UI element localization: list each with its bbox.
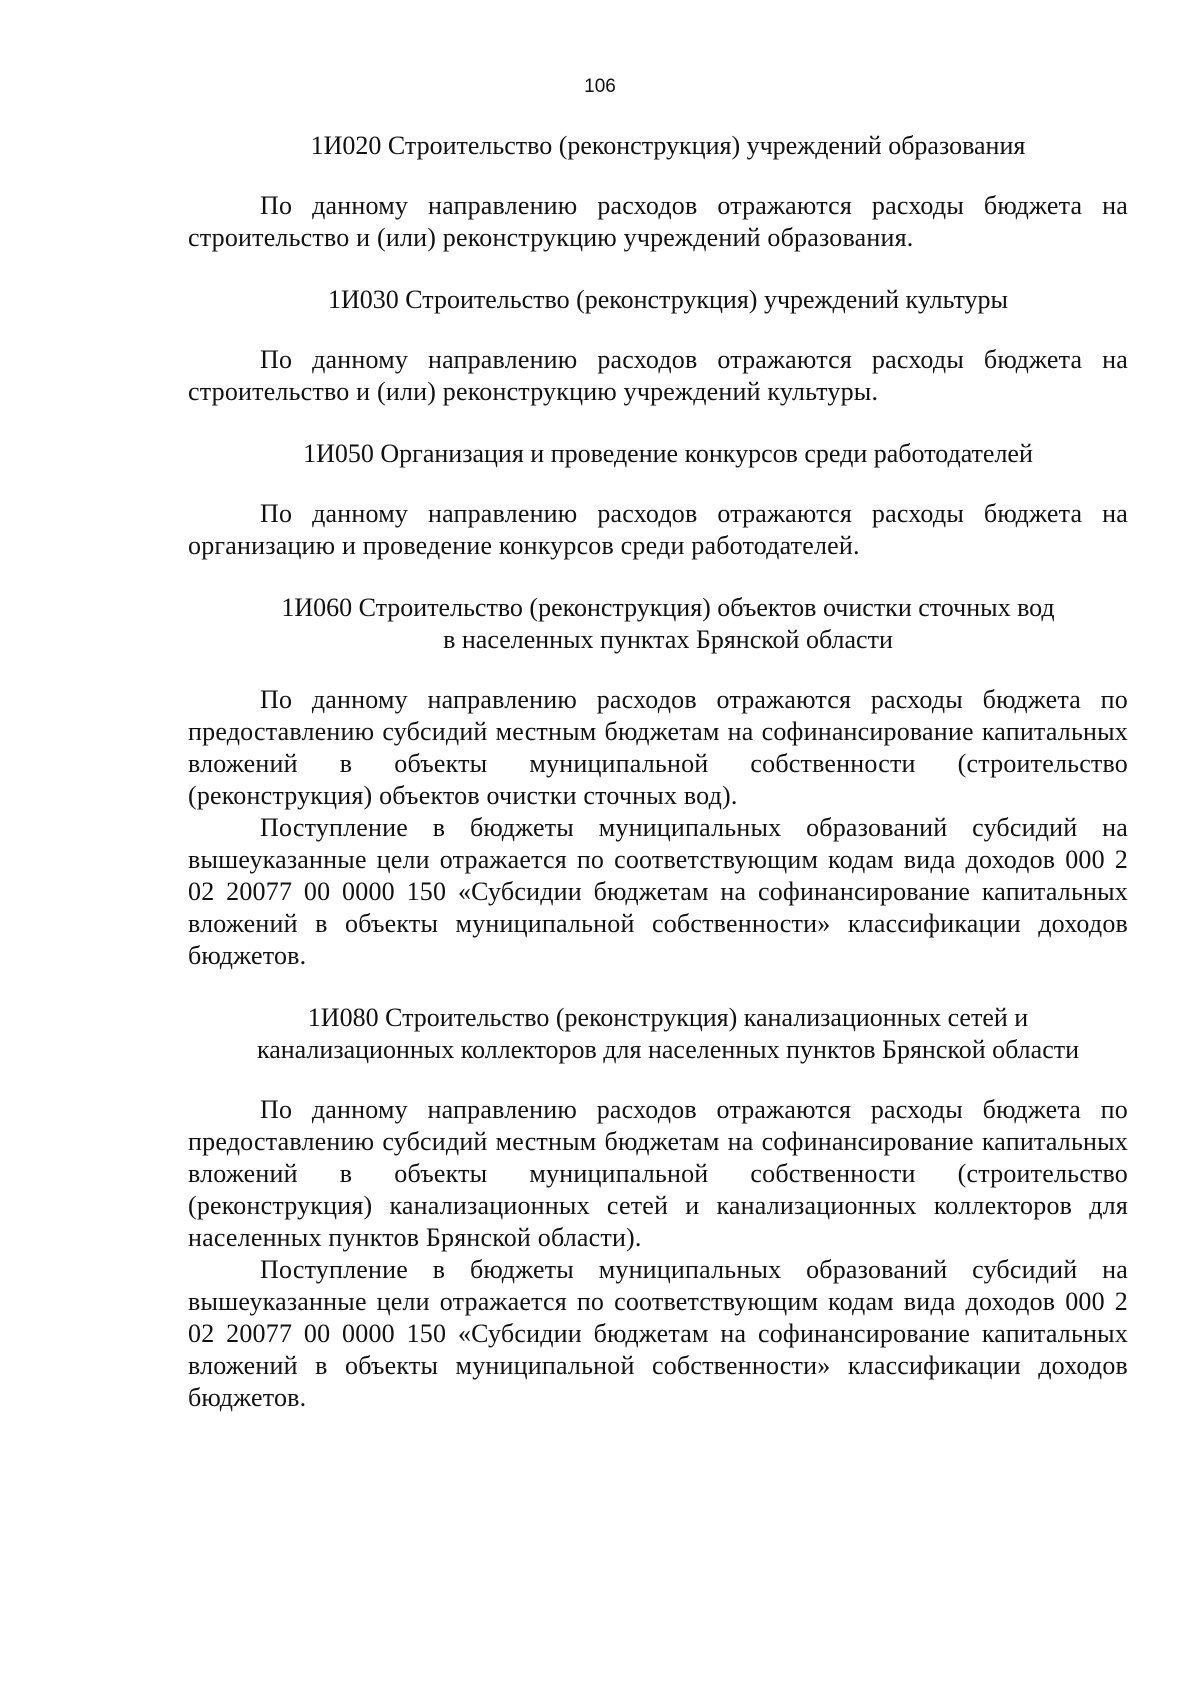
paragraph: Поступление в бюджеты муниципальных образований субсидий на вышеуказанные цели отражается по соответствующим кодам вида доходов 000 2 02 20077 00 0000 150 «Субсидии бюджетам на софинансирование капитальных вложений в объекты муниципальной собственности» классификации доходов бюджетов. [188,1255,1128,1412]
section-heading [188,438,1128,470]
section-1i060 [188,592,1128,972]
section-heading [188,592,1128,656]
heading-line: в населенных пунктах Брянской области [443,625,893,654]
section-heading [188,284,1128,316]
paragraph: По данному направлению расходов отражаются расходы бюджета на организацию и проведение конкурсов среди работодателей. [188,499,1128,560]
section-1i080 [188,1002,1128,1414]
section-heading [188,130,1128,162]
section-1i050 [188,438,1128,562]
section-heading [188,1002,1128,1066]
heading-line: канализационных коллекторов для населенных пунктов Брянской области [256,1035,1080,1064]
section-1i020 [188,130,1128,254]
paragraph: Поступление в бюджеты муниципальных образований субсидий на вышеуказанные цели отражается по соответствующим кодам вида доходов 000 2 02 20077 00 0000 150 «Субсидии бюджетам на софинансирование капитальных вложений в объекты муниципальной собственности» классификации доходов бюджетов. [188,813,1128,970]
paragraph: По данному направлению расходов отражаются расходы бюджета по предоставлению субсидий местным бюджетам на софинансирование капитальных вложений в объекты муниципальной собственности (строительство (реконструкция) объектов очистки сточных вод). [188,685,1128,810]
document-body [188,130,1128,1444]
section-1i030 [188,284,1128,408]
paragraph: По данному направлению расходов отражаются расходы бюджета на строительство и (или) реконструкцию учреждений образования. [188,191,1128,252]
heading-line: 1И020 Строительство (реконструкция) учреждений образования [310,131,1026,160]
heading-line: 1И030 Строительство (реконструкция) учреждений культуры [327,285,1009,314]
paragraph: По данному направлению расходов отражаются расходы бюджета по предоставлению субсидий местным бюджетам на софинансирование капитальных вложений в объекты муниципальной собственности (строительство (реконструкция) канализационных сетей и канализационных коллекторов для населенных пунктов Брянской области). [188,1095,1128,1252]
heading-line: 1И050 Организация и проведение конкурсов среди работодателей [303,439,1033,468]
heading-line: 1И060 Строительство (реконструкция) объектов очистки сточных вод [281,593,1055,622]
paragraph: По данному направлению расходов отражаются расходы бюджета на строительство и (или) реконструкцию учреждений культуры. [188,345,1128,406]
page-number: 106 [584,76,616,97]
heading-line: 1И080 Строительство (реконструкция) канализационных сетей и [307,1003,1029,1032]
